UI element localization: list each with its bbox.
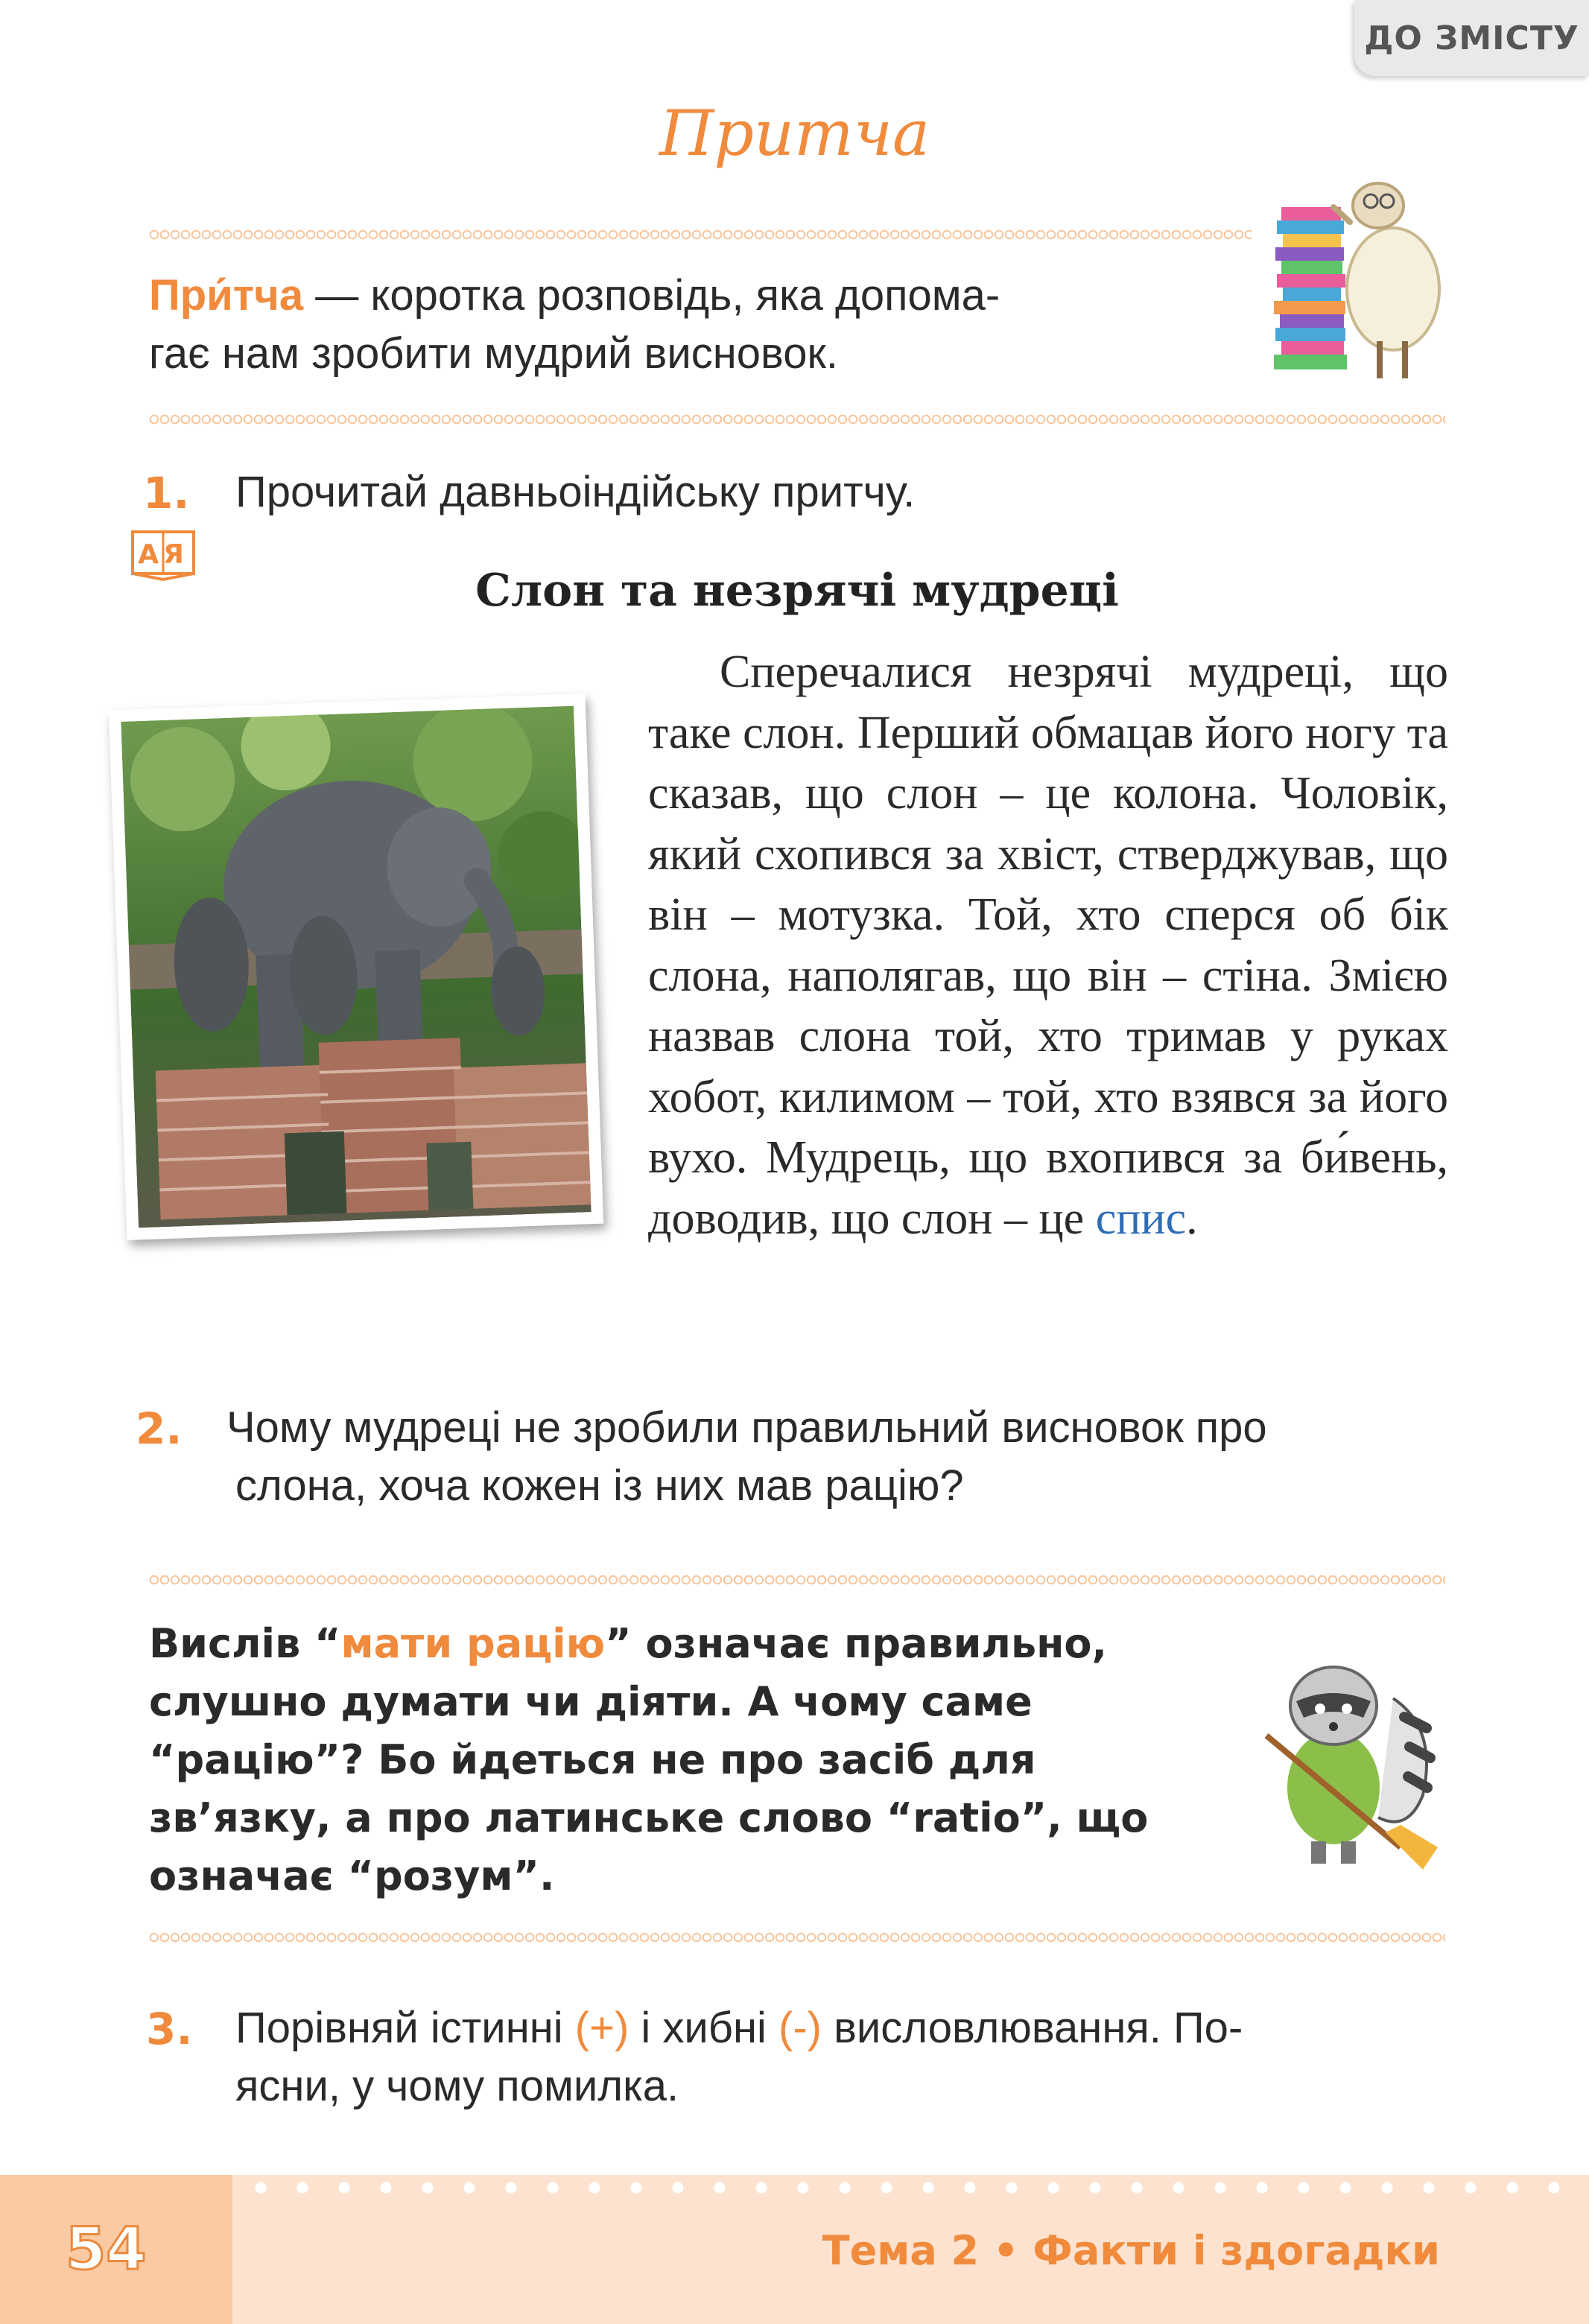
- task2-line1: Чому мудреці не зробили правильний висновок про: [226, 1403, 1267, 1452]
- task-text: [226, 1399, 1463, 1515]
- task3-text-mid: і хибні: [629, 2004, 779, 2052]
- reading-icon-label: АЯ: [138, 539, 188, 570]
- footer-topic: Тема 2 • Факти і здогадки: [822, 2227, 1440, 2274]
- task-number: 2.: [136, 1403, 183, 1454]
- task-number: 3.: [146, 2004, 193, 2054]
- definition-block: [149, 267, 1177, 383]
- wavy-divider: [149, 1575, 1445, 1585]
- wavy-divider: [149, 1932, 1445, 1943]
- task3-line2: ясни, у чому помилка.: [235, 2062, 679, 2110]
- page-number: 54: [66, 2216, 147, 2283]
- fact-block: [149, 1615, 1184, 1905]
- task3-text: Порівняй істинні: [235, 2004, 575, 2052]
- task3-text-end: висловлювання. По-: [821, 2004, 1243, 2052]
- task-text: Прочитай давньоіндійську притчу.: [235, 468, 916, 516]
- story-text-main: Сперечалися незрячі мудреці, що таке слон. Перший обмацав його ногу та сказав, що слон – це колона. Чоловік, який схопився за хвіст, стверджував, що він – мотузка. Той, хто сперся об бік слона, наполягав, що він – стіна. Змією назвав слона той, хто тримав у руках хобот, килимом – той, хто взявся за його вухо. Мудрець, що вхопився за би́вень, доводив, що слон – це: [648, 647, 1448, 1244]
- definition-term: При́тча: [149, 271, 304, 320]
- story-text-end: .: [1186, 1193, 1198, 1244]
- task-number: 1.: [143, 468, 190, 518]
- task-text: [235, 1999, 1465, 2115]
- wavy-divider: [149, 229, 1252, 240]
- definition-text-line2: гає нам зробити мудрий висновок.: [149, 329, 838, 378]
- story-link-spear[interactable]: спис: [1095, 1193, 1187, 1244]
- definition-text: — коротка розповідь, яка допома-: [303, 271, 1000, 320]
- fact-highlight: мати рацію: [340, 1620, 606, 1667]
- page-title: Притча: [659, 97, 930, 170]
- raccoon-broom-illustration: [1252, 1646, 1445, 1870]
- wavy-divider: [149, 414, 1445, 425]
- task2-line2: слона, хоча кожен із них мав рацію?: [235, 1461, 964, 1510]
- elephant-sculpture-photo: [109, 693, 603, 1240]
- story-title: Слон та незрячі мудреці: [475, 565, 1119, 617]
- fact-text-rest: ” означає правильно, слушно думати чи діяти. А чому саме “рацію”? Бо йдеться не про засіб для зв’язку, а про латинське слово “ratio”, що означає “розум”.: [149, 1620, 1149, 1899]
- footer-ornament: [0, 2179, 1589, 2196]
- fact-text: Вислів “: [149, 1620, 341, 1667]
- table-of-contents-button[interactable]: ДО ЗМІСТУ: [1354, 0, 1589, 76]
- sheep-books-illustration: [1266, 162, 1453, 401]
- reading-book-icon: [130, 527, 197, 582]
- false-sign: (-): [778, 2004, 822, 2052]
- story-text: [648, 642, 1448, 1249]
- true-sign: (+): [574, 2004, 629, 2052]
